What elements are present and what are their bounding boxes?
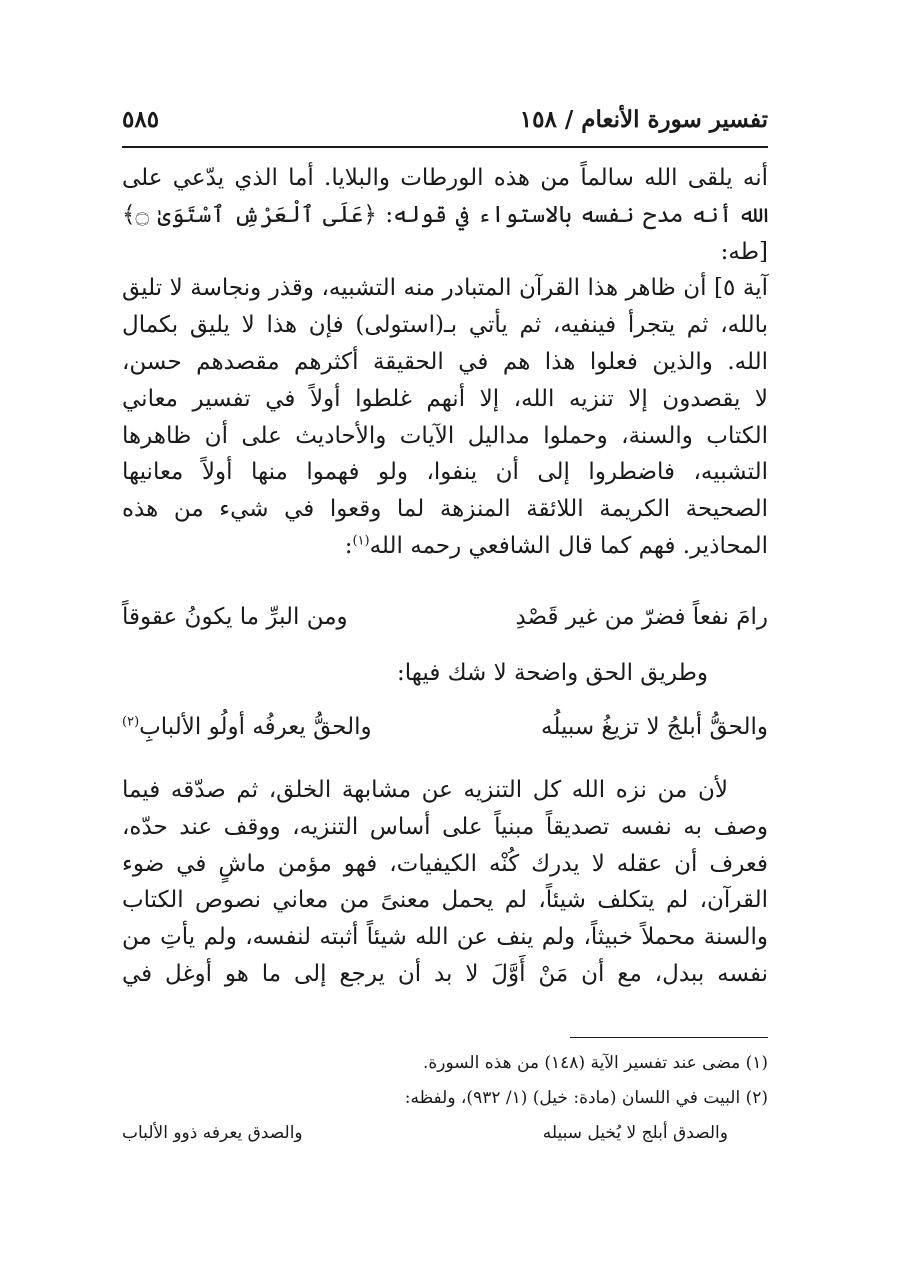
body-text-2 bbox=[122, 772, 768, 993]
text-line: الله. والذين فعلوا هذا هم في الحقيقة أكثرهم مقصدهم حسن، bbox=[122, 348, 768, 375]
verse-2-first-hemistich: والحقُّ أبلجُ لا تزيغُ سبيلُه bbox=[541, 714, 768, 740]
verse-2 bbox=[122, 714, 768, 754]
header-rule bbox=[122, 146, 768, 148]
text-line: نفسه ببدل، مع أن مَنْ أَوَّلَ لا بد أن يرجع إلى ما هو أوغل في bbox=[122, 960, 768, 987]
text-line: آية ٥] أن ظاهر هذا القرآن المتبادر منه التشبيه، وقذر ونجاسة لا تليق bbox=[122, 275, 768, 302]
text-line: الصحيحة الكريمة اللائقة المنزهة لما وقعوا في شيء من هذه bbox=[122, 496, 768, 523]
text-line: بالله، ثم يتجرأ فينفيه، ثم يأتي بـ(استولى) فإن هذا لا يليق بكمال bbox=[122, 312, 768, 339]
body-text bbox=[122, 160, 768, 565]
verse-2-second-hemistich: والحقُّ يعرفُه أولُو الألبابِ bbox=[139, 714, 372, 740]
footnote-rule bbox=[570, 1037, 768, 1038]
verse-1-first-hemistich: رامَ نفعاً فضرّ من غير قَصْدِ bbox=[515, 604, 768, 630]
intro-line bbox=[122, 660, 768, 700]
footnote-marker-2[interactable]: (٢) bbox=[122, 714, 140, 730]
paragraph-2 bbox=[122, 772, 768, 993]
footnote-marker-1[interactable]: (١) bbox=[352, 533, 370, 549]
last-line-text: المحاذير. فهم كما قال الشافعي رحمه الله bbox=[369, 532, 768, 559]
text-line-last bbox=[122, 528, 768, 565]
footnote-2-verse-first: والصدق أبلج لا يُخيل سبيله bbox=[542, 1122, 728, 1143]
footnote-2-verse bbox=[122, 1116, 768, 1150]
page-number: ٥٨٥ bbox=[122, 106, 160, 133]
text-line: الله أنه مدح نفسه بالاستواء في قوله: ﴿عَلَى ٱلْعَرْشِ ٱسْتَوَىٰ ۝﴾ [طه: bbox=[122, 201, 768, 265]
text-line: وصف به نفسه تصديقاً مبنياً على أساس التنزيه، ووقف عند حدّه، bbox=[122, 813, 768, 840]
paragraph-1 bbox=[122, 160, 768, 565]
text-line: فعرف أن عقله لا يدرك كُنْه الكيفيات، فهو مؤمن ماشٍ في ضوء bbox=[122, 850, 768, 877]
text-line: والسنة محملاً خبيثاً، ولم ينف عن الله شيئاً أثبته لنفسه، ولم يأتِ من bbox=[122, 924, 768, 951]
intro-text: وطريق الحق واضحة لا شك فيها: bbox=[397, 660, 708, 686]
text-line: الكتاب والسنة، وحملوا مداليل الآيات والأحاديث على أن ظاهرها bbox=[122, 422, 768, 449]
footnote-2: (٢) البيت في اللسان (مادة: خيل) (١/ ٩٣٢)، ولفظه: bbox=[404, 1087, 768, 1108]
verse-2-second-hemistich-group bbox=[122, 714, 372, 740]
text-line: التشبيه، فاضطروا إلى أن ينفوا، ولو فهموا منها أولاً معانيها bbox=[122, 459, 768, 486]
page-header bbox=[122, 100, 768, 140]
text-line: القرآن، لم يتكلف شيئاً، لم يحمل معنىً من معاني نصوص الكتاب bbox=[122, 887, 769, 914]
footnotes bbox=[122, 1046, 768, 1150]
footnote-1: (١) مضى عند تفسير الآية (١٤٨) من هذه السورة. bbox=[422, 1053, 768, 1073]
footnote-2-verse-second: والصدق يعرفه ذوو الألباب bbox=[122, 1122, 303, 1143]
text-line: لا يقصدون إلا تنزيه الله، إلا أنهم غلطوا أولاً في تفسير معاني bbox=[122, 385, 768, 412]
text-line: لأن من نزه الله كل التنزيه عن مشابهة الخلق، ثم صدّقه فيما bbox=[122, 777, 728, 803]
verse-1-second-hemistich: ومن البرِّ ما يكونُ عقوقاً bbox=[122, 604, 348, 630]
colon: : bbox=[344, 532, 353, 559]
verse-1 bbox=[122, 604, 768, 644]
running-title: تفسير سورة الأنعام / ١٥٨ bbox=[519, 106, 768, 133]
text-line: أنه يلقى الله سالماً من هذه الورطات والبلايا. أما الذي يدّعي على bbox=[122, 165, 768, 191]
